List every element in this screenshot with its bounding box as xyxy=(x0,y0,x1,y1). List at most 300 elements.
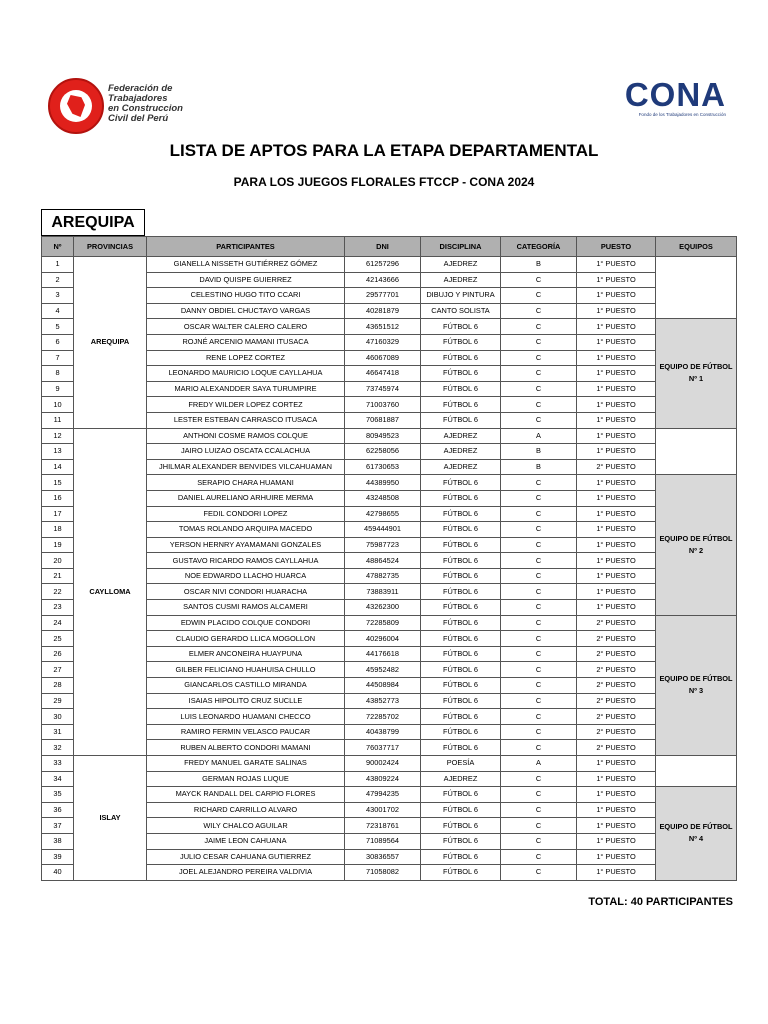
page-title: LISTA DE APTOS PARA LA ETAPA DEPARTAMENTAL xyxy=(169,141,599,160)
dni-cell: 80949523 xyxy=(345,428,421,444)
discipline-cell: FÚTBOL 6 xyxy=(421,334,501,350)
category-cell: C xyxy=(501,662,577,678)
participant-name: JHILMAR ALEXANDER BENVIDES VILCAHUAMAN xyxy=(147,459,345,475)
row-number: 12 xyxy=(42,428,74,444)
row-number: 3 xyxy=(42,288,74,304)
position-cell: 2° PUESTO xyxy=(577,615,656,631)
cona-logo xyxy=(616,78,726,124)
dni-cell: 42143666 xyxy=(345,272,421,288)
participant-name: SANTOS CUSMI RAMOS ALCAMERI xyxy=(147,600,345,616)
category-cell: C xyxy=(501,724,577,740)
row-number: 32 xyxy=(42,740,74,756)
discipline-cell: FÚTBOL 6 xyxy=(421,631,501,647)
participants-table xyxy=(41,236,737,881)
participant-name: FREDY WILDER LOPEZ CORTEZ xyxy=(147,397,345,413)
column-header: PUESTO xyxy=(577,237,656,257)
position-cell: 2° PUESTO xyxy=(577,646,656,662)
category-cell: C xyxy=(501,865,577,881)
position-cell: 1° PUESTO xyxy=(577,319,656,335)
row-number: 23 xyxy=(42,600,74,616)
row-number: 24 xyxy=(42,615,74,631)
table-row xyxy=(42,553,737,569)
participant-name: GERMAN ROJAS LUQUE xyxy=(147,771,345,787)
row-number: 15 xyxy=(42,475,74,491)
position-cell: 1° PUESTO xyxy=(577,818,656,834)
row-number: 20 xyxy=(42,553,74,569)
category-cell: C xyxy=(501,319,577,335)
row-number: 4 xyxy=(42,303,74,319)
team-cell: EQUIPO DE FÚTBOL Nº 1 xyxy=(656,319,737,428)
position-cell: 1° PUESTO xyxy=(577,397,656,413)
participant-name: LESTER ESTEBAN CARRASCO ITUSACA xyxy=(147,412,345,428)
category-cell: C xyxy=(501,631,577,647)
participant-name: RICHARD CARRILLO ALVARO xyxy=(147,802,345,818)
position-cell: 2° PUESTO xyxy=(577,724,656,740)
team-cell xyxy=(656,756,737,787)
team-cell: EQUIPO DE FÚTBOL Nº 3 xyxy=(656,615,737,755)
discipline-cell: FÚTBOL 6 xyxy=(421,319,501,335)
row-number: 40 xyxy=(42,865,74,881)
discipline-cell: AJEDREZ xyxy=(421,459,501,475)
row-number: 21 xyxy=(42,568,74,584)
discipline-cell: FÚTBOL 6 xyxy=(421,787,501,803)
table-row xyxy=(42,303,737,319)
table-header-row xyxy=(42,237,737,257)
row-number: 30 xyxy=(42,709,74,725)
table-row xyxy=(42,693,737,709)
dni-cell: 43262300 xyxy=(345,600,421,616)
row-number: 34 xyxy=(42,771,74,787)
row-number: 38 xyxy=(42,833,74,849)
table-row xyxy=(42,818,737,834)
position-cell: 1° PUESTO xyxy=(577,771,656,787)
dni-cell: 90002424 xyxy=(345,756,421,772)
team-cell xyxy=(656,428,737,475)
discipline-cell: FÚTBOL 6 xyxy=(421,568,501,584)
position-cell: 1° PUESTO xyxy=(577,475,656,491)
position-cell: 1° PUESTO xyxy=(577,600,656,616)
participant-name: RUBEN ALBERTO CONDORI MAMANI xyxy=(147,740,345,756)
discipline-cell: FÚTBOL 6 xyxy=(421,849,501,865)
dni-cell: 47994235 xyxy=(345,787,421,803)
row-number: 27 xyxy=(42,662,74,678)
participant-name: CELESTINO HUGO TITO CCARI xyxy=(147,288,345,304)
table-row xyxy=(42,475,737,491)
dni-cell: 62258056 xyxy=(345,444,421,460)
discipline-cell: FÚTBOL 6 xyxy=(421,366,501,382)
category-cell: C xyxy=(501,272,577,288)
dni-cell: 30836557 xyxy=(345,849,421,865)
dni-cell: 44508984 xyxy=(345,678,421,694)
category-cell: C xyxy=(501,397,577,413)
province-cell: CAYLLOMA xyxy=(74,428,147,755)
discipline-cell: FÚTBOL 6 xyxy=(421,490,501,506)
position-cell: 1° PUESTO xyxy=(577,334,656,350)
row-number: 13 xyxy=(42,444,74,460)
row-number: 39 xyxy=(42,849,74,865)
discipline-cell: FÚTBOL 6 xyxy=(421,802,501,818)
participant-name: OSCAR WALTER CALERO CALERO xyxy=(147,319,345,335)
row-number: 31 xyxy=(42,724,74,740)
participant-name: ANTHONI COSME RAMOS COLQUE xyxy=(147,428,345,444)
position-cell: 1° PUESTO xyxy=(577,787,656,803)
category-cell: B xyxy=(501,257,577,273)
table-row xyxy=(42,272,737,288)
column-header: DISCIPLINA xyxy=(421,237,501,257)
category-cell: C xyxy=(501,288,577,304)
province-cell: ISLAY xyxy=(74,756,147,881)
category-cell: C xyxy=(501,303,577,319)
table-row xyxy=(42,412,737,428)
category-cell: C xyxy=(501,475,577,491)
row-number: 17 xyxy=(42,506,74,522)
discipline-cell: FÚTBOL 6 xyxy=(421,818,501,834)
table-row xyxy=(42,319,737,335)
category-cell: B xyxy=(501,459,577,475)
dni-cell: 73883911 xyxy=(345,584,421,600)
discipline-cell: AJEDREZ xyxy=(421,444,501,460)
discipline-cell: FÚTBOL 6 xyxy=(421,537,501,553)
dni-cell: 70681887 xyxy=(345,412,421,428)
participant-name: ELMER ANCONEIRA HUAYPUNA xyxy=(147,646,345,662)
dni-cell: 43001702 xyxy=(345,802,421,818)
participant-name: RENE LOPEZ CORTEZ xyxy=(147,350,345,366)
discipline-cell: FÚTBOL 6 xyxy=(421,693,501,709)
table-row xyxy=(42,865,737,881)
dni-cell: 40296004 xyxy=(345,631,421,647)
participant-name: ROJNÉ ARCENIO MAMANI ITUSACA xyxy=(147,334,345,350)
ftccp-logo xyxy=(48,78,188,138)
category-cell: C xyxy=(501,818,577,834)
discipline-cell: FÚTBOL 6 xyxy=(421,584,501,600)
discipline-cell: FÚTBOL 6 xyxy=(421,475,501,491)
participant-name: JULIO CESAR CAHUANA GUTIERREZ xyxy=(147,849,345,865)
dni-cell: 72285809 xyxy=(345,615,421,631)
dni-cell: 72285702 xyxy=(345,709,421,725)
row-number: 33 xyxy=(42,756,74,772)
row-number: 26 xyxy=(42,646,74,662)
position-cell: 1° PUESTO xyxy=(577,272,656,288)
discipline-cell: AJEDREZ xyxy=(421,272,501,288)
column-header: EQUIPOS xyxy=(656,237,737,257)
discipline-cell: FÚTBOL 6 xyxy=(421,709,501,725)
position-cell: 1° PUESTO xyxy=(577,257,656,273)
dni-cell: 40438799 xyxy=(345,724,421,740)
dni-cell: 43651512 xyxy=(345,319,421,335)
cona-name: CONA xyxy=(624,76,726,113)
position-cell: 1° PUESTO xyxy=(577,366,656,382)
dni-cell: 72318761 xyxy=(345,818,421,834)
row-number: 10 xyxy=(42,397,74,413)
position-cell: 1° PUESTO xyxy=(577,865,656,881)
category-cell: C xyxy=(501,381,577,397)
position-cell: 1° PUESTO xyxy=(577,802,656,818)
province-cell: AREQUIPA xyxy=(74,257,147,429)
row-number: 5 xyxy=(42,319,74,335)
participant-name: CLAUDIO GERARDO LLICA MOGOLLON xyxy=(147,631,345,647)
dni-cell: 43852773 xyxy=(345,693,421,709)
table-row xyxy=(42,756,737,772)
team-cell: EQUIPO DE FÚTBOL Nº 4 xyxy=(656,787,737,881)
position-cell: 2° PUESTO xyxy=(577,631,656,647)
table-row xyxy=(42,444,737,460)
table-row xyxy=(42,381,737,397)
table-row xyxy=(42,584,737,600)
dni-cell: 45952482 xyxy=(345,662,421,678)
participant-name: TOMAS ROLANDO ARQUIPA MACEDO xyxy=(147,522,345,538)
table-row xyxy=(42,662,737,678)
table-row xyxy=(42,724,737,740)
discipline-cell: AJEDREZ xyxy=(421,771,501,787)
table-row xyxy=(42,802,737,818)
table-row xyxy=(42,787,737,803)
category-cell: C xyxy=(501,334,577,350)
position-cell: 1° PUESTO xyxy=(577,522,656,538)
position-cell: 2° PUESTO xyxy=(577,709,656,725)
row-number: 25 xyxy=(42,631,74,647)
table-row xyxy=(42,646,737,662)
position-cell: 2° PUESTO xyxy=(577,662,656,678)
category-cell: C xyxy=(501,787,577,803)
team-cell: EQUIPO DE FÚTBOL Nº 2 xyxy=(656,475,737,615)
discipline-cell: FÚTBOL 6 xyxy=(421,350,501,366)
table-row xyxy=(42,678,737,694)
participant-name: NOE EDWARDO LLACHO HUARCA xyxy=(147,568,345,584)
category-cell: B xyxy=(501,444,577,460)
position-cell: 1° PUESTO xyxy=(577,288,656,304)
position-cell: 1° PUESTO xyxy=(577,303,656,319)
participant-name: RAMIRO FERMIN VELASCO PAUCAR xyxy=(147,724,345,740)
category-cell: C xyxy=(501,740,577,756)
dni-cell: 43809224 xyxy=(345,771,421,787)
position-cell: 1° PUESTO xyxy=(577,833,656,849)
federation-name: Federación de Trabajadores en Construccion Civil del Perú xyxy=(108,83,183,124)
category-cell: C xyxy=(501,833,577,849)
participant-name: MAYCK RANDALL DEL CARPIO FLORES xyxy=(147,787,345,803)
ftccp-seal-icon xyxy=(48,78,104,134)
dni-cell: 48864524 xyxy=(345,553,421,569)
row-number: 36 xyxy=(42,802,74,818)
category-cell: C xyxy=(501,350,577,366)
category-cell: C xyxy=(501,522,577,538)
discipline-cell: FÚTBOL 6 xyxy=(421,397,501,413)
dni-cell: 459444901 xyxy=(345,522,421,538)
table-row xyxy=(42,257,737,273)
row-number: 8 xyxy=(42,366,74,382)
team-cell xyxy=(656,257,737,319)
category-cell: C xyxy=(501,584,577,600)
column-header: Nº xyxy=(42,237,74,257)
dni-cell: 73745974 xyxy=(345,381,421,397)
discipline-cell: FÚTBOL 6 xyxy=(421,412,501,428)
table-row xyxy=(42,459,737,475)
position-cell: 1° PUESTO xyxy=(577,568,656,584)
dni-cell: 47160329 xyxy=(345,334,421,350)
discipline-cell: FÚTBOL 6 xyxy=(421,724,501,740)
dni-cell: 46067089 xyxy=(345,350,421,366)
discipline-cell: FÚTBOL 6 xyxy=(421,678,501,694)
category-cell: C xyxy=(501,506,577,522)
position-cell: 1° PUESTO xyxy=(577,506,656,522)
participant-name: EDWIN PLACIDO COLQUE CONDORI xyxy=(147,615,345,631)
dni-cell: 44176618 xyxy=(345,646,421,662)
column-header: DNI xyxy=(345,237,421,257)
position-cell: 1° PUESTO xyxy=(577,490,656,506)
position-cell: 1° PUESTO xyxy=(577,412,656,428)
table-row xyxy=(42,833,737,849)
table-row xyxy=(42,740,737,756)
cona-tagline: Fondo de los Trabajadores en Construcción xyxy=(638,112,726,117)
dni-cell: 40281879 xyxy=(345,303,421,319)
total-participants: TOTAL: 40 PARTICIPANTES xyxy=(588,896,733,908)
category-cell: C xyxy=(501,600,577,616)
discipline-cell: FÚTBOL 6 xyxy=(421,553,501,569)
column-header: CATEGORÍA xyxy=(501,237,577,257)
table-row xyxy=(42,428,737,444)
row-number: 35 xyxy=(42,787,74,803)
category-cell: C xyxy=(501,537,577,553)
table-row xyxy=(42,771,737,787)
participant-name: SERAPIO CHARA HUAMANI xyxy=(147,475,345,491)
participant-name: GUSTAVO RICARDO RAMOS CAYLLAHUA xyxy=(147,553,345,569)
row-number: 6 xyxy=(42,334,74,350)
position-cell: 1° PUESTO xyxy=(577,756,656,772)
discipline-cell: FÚTBOL 6 xyxy=(421,646,501,662)
category-cell: C xyxy=(501,615,577,631)
category-cell: C xyxy=(501,490,577,506)
table-row xyxy=(42,397,737,413)
table-row xyxy=(42,334,737,350)
row-number: 14 xyxy=(42,459,74,475)
discipline-cell: AJEDREZ xyxy=(421,428,501,444)
position-cell: 1° PUESTO xyxy=(577,444,656,460)
participant-name: YERSON HERNRY AYAMAMANI GONZALES xyxy=(147,537,345,553)
dni-cell: 44389950 xyxy=(345,475,421,491)
discipline-cell: FÚTBOL 6 xyxy=(421,615,501,631)
row-number: 1 xyxy=(42,257,74,273)
participant-name: OSCAR NIVI CONDORI HUARACHA xyxy=(147,584,345,600)
discipline-cell: FÚTBOL 6 xyxy=(421,662,501,678)
dni-cell: 75987723 xyxy=(345,537,421,553)
discipline-cell: FÚTBOL 6 xyxy=(421,506,501,522)
category-cell: C xyxy=(501,802,577,818)
table-row xyxy=(42,490,737,506)
row-number: 28 xyxy=(42,678,74,694)
participant-name: DANNY OBDIEL CHUCTAYO VARGAS xyxy=(147,303,345,319)
participant-name: GIANELLA NISSETH GUTIÉRREZ GÓMEZ xyxy=(147,257,345,273)
participant-name: JAIME LEON CAHUANA xyxy=(147,833,345,849)
dni-cell: 47882735 xyxy=(345,568,421,584)
position-cell: 1° PUESTO xyxy=(577,537,656,553)
row-number: 22 xyxy=(42,584,74,600)
discipline-cell: FÚTBOL 6 xyxy=(421,600,501,616)
table-row xyxy=(42,631,737,647)
table-row xyxy=(42,350,737,366)
participant-name: LEONARDO MAURICIO LOQUE CAYLLAHUA xyxy=(147,366,345,382)
table-body xyxy=(42,257,737,881)
participant-name: DANIEL AURELIANO ARHUIRE MERMA xyxy=(147,490,345,506)
row-number: 7 xyxy=(42,350,74,366)
row-number: 18 xyxy=(42,522,74,538)
position-cell: 2° PUESTO xyxy=(577,678,656,694)
dni-cell: 71058082 xyxy=(345,865,421,881)
table-row xyxy=(42,568,737,584)
category-cell: C xyxy=(501,693,577,709)
table-row xyxy=(42,600,737,616)
region-label: AREQUIPA xyxy=(41,209,145,236)
position-cell: 2° PUESTO xyxy=(577,693,656,709)
dni-cell: 71003760 xyxy=(345,397,421,413)
position-cell: 1° PUESTO xyxy=(577,584,656,600)
row-number: 16 xyxy=(42,490,74,506)
column-header: PARTICIPANTES xyxy=(147,237,345,257)
dni-cell: 76037717 xyxy=(345,740,421,756)
table-row xyxy=(42,615,737,631)
category-cell: C xyxy=(501,678,577,694)
dni-cell: 71089564 xyxy=(345,833,421,849)
discipline-cell: FÚTBOL 6 xyxy=(421,381,501,397)
discipline-cell: AJEDREZ xyxy=(421,257,501,273)
position-cell: 1° PUESTO xyxy=(577,381,656,397)
table-row xyxy=(42,522,737,538)
dni-cell: 29577701 xyxy=(345,288,421,304)
table-row xyxy=(42,709,737,725)
participant-name: GILBER FELICIANO HUAHUISA CHULLO xyxy=(147,662,345,678)
participant-name: DAVID QUISPE GUIERREZ xyxy=(147,272,345,288)
category-cell: C xyxy=(501,366,577,382)
row-number: 37 xyxy=(42,818,74,834)
category-cell: C xyxy=(501,709,577,725)
position-cell: 1° PUESTO xyxy=(577,428,656,444)
dni-cell: 43248508 xyxy=(345,490,421,506)
category-cell: A xyxy=(501,428,577,444)
table-row xyxy=(42,849,737,865)
category-cell: C xyxy=(501,646,577,662)
table-row xyxy=(42,288,737,304)
participant-name: LUIS LEONARDO HUAMANI CHECCO xyxy=(147,709,345,725)
table-row xyxy=(42,366,737,382)
participant-name: MARIO ALEXANDDER SAYA TURUMPIRE xyxy=(147,381,345,397)
participant-name: JOEL ALEJANDRO PEREIRA VALDIVIA xyxy=(147,865,345,881)
row-number: 29 xyxy=(42,693,74,709)
category-cell: C xyxy=(501,412,577,428)
participant-name: GIANCARLOS CASTILLO MIRANDA xyxy=(147,678,345,694)
position-cell: 1° PUESTO xyxy=(577,849,656,865)
participant-name: FREDY MANUEL GARATE SALINAS xyxy=(147,756,345,772)
participant-name: ISAIAS HIPOLITO CRUZ SUCLLE xyxy=(147,693,345,709)
table-row xyxy=(42,506,737,522)
category-cell: A xyxy=(501,756,577,772)
dni-cell: 61257296 xyxy=(345,257,421,273)
dni-cell: 46647418 xyxy=(345,366,421,382)
discipline-cell: FÚTBOL 6 xyxy=(421,740,501,756)
discipline-cell: POESÍA xyxy=(421,756,501,772)
dni-cell: 42798655 xyxy=(345,506,421,522)
category-cell: C xyxy=(501,568,577,584)
row-number: 9 xyxy=(42,381,74,397)
participant-name: JAIRO LUIZAO OSCATA CCALACHUA xyxy=(147,444,345,460)
category-cell: C xyxy=(501,849,577,865)
category-cell: C xyxy=(501,553,577,569)
position-cell: 1° PUESTO xyxy=(577,553,656,569)
discipline-cell: DIBUJO Y PINTURA xyxy=(421,288,501,304)
row-number: 19 xyxy=(42,537,74,553)
discipline-cell: CANTO SOLISTA xyxy=(421,303,501,319)
position-cell: 2° PUESTO xyxy=(577,459,656,475)
category-cell: C xyxy=(501,771,577,787)
discipline-cell: FÚTBOL 6 xyxy=(421,865,501,881)
participant-name: FEDIL CONDORI LOPEZ xyxy=(147,506,345,522)
